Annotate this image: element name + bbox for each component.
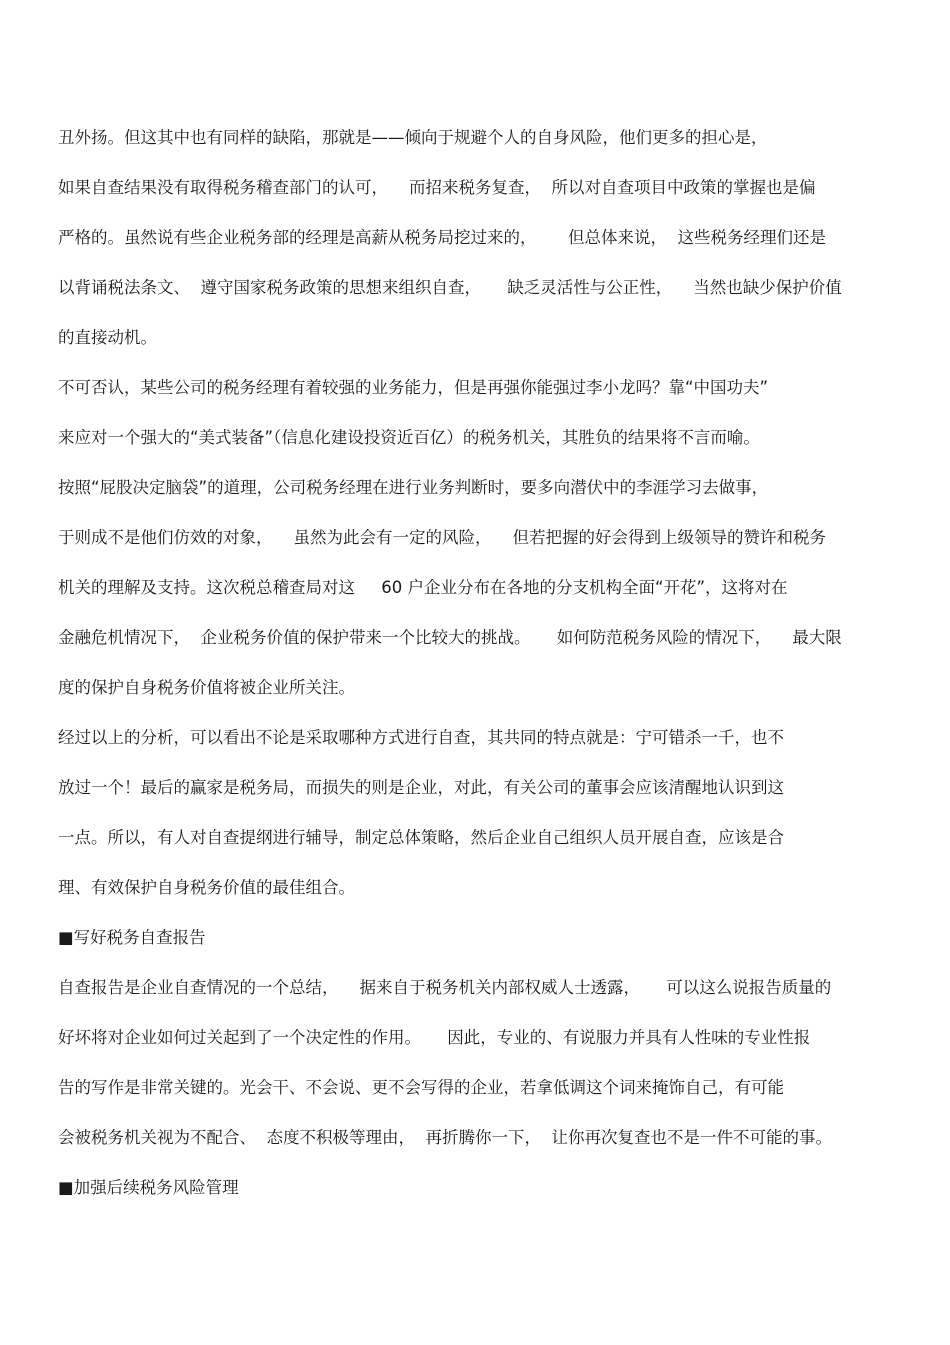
section-heading-self-check-report: ■写好税务自查报告 [58,928,206,947]
text-line-9: 于则成不是他们仿效的对象， 虽然为此会有一定的风险， 但若把握的好会得到上级领导的赞许和税务 [58,528,826,547]
text-line-7: 来应对一个强大的“美式装备”（信息化建设投资近百亿）的税务机关，其胜负的结果将不言而喻。 [58,428,760,447]
text-line-2: 如果自查结果没有取得税务稽查部门的认可， 而招来税务复查， 所以对自查项目中政策的掌握也是偏 [58,178,816,197]
text-line-14: 放过一个！最后的赢家是税务局，而损失的则是企业，对此，有关公司的董事会应该清醒地认识到这 [58,778,784,797]
text-line-5: 的直接动机。 [58,328,157,347]
text-line-1: 丑外扬。但这其中也有同样的缺陷，那就是——倾向于规避个人的自身风险，他们更多的担心是， [58,128,768,147]
text-line-10: 机关的理解及支持。这次税总稽查局对这 60 户企业分布在各地的分支机构全面“开花”，这将对在 [58,578,788,597]
text-line-12: 度的保护自身税务价值将被企业所关注。 [58,678,355,697]
text-line-15: 一点。所以，有人对自查提纲进行辅导，制定总体策略，然后企业自己组织人员开展自查，应该是合 [58,828,784,847]
text-line-13: 经过以上的分析，可以看出不论是采取哪种方式进行自查，其共同的特点就是：宁可错杀一千，也不 [58,728,784,747]
text-line-4: 以背诵税法条文、 遵守国家税务政策的思想来组织自查， 缺乏灵活性与公正性， 当然也缺少保护价值 [58,278,842,297]
text-line-11: 金融危机情况下， 企业税务价值的保护带来一个比较大的挑战。 如何防范税务风险的情况下， 最大限 [58,628,842,647]
text-line-18: 自查报告是企业自查情况的一个总结， 据来自于税务机关内部权威人士透露， 可以这么说报告质量的 [58,978,832,997]
text-line-21: 会被税务机关视为不配合、 态度不积极等理由， 再折腾你一下， 让你再次复查也不是一件不可能的事。 [58,1128,832,1147]
section-heading-risk-management: ■加强后续税务风险管理 [58,1178,239,1197]
text-line-3: 严格的。虽然说有些企业税务部的经理是高薪从税务局挖过来的， 但总体来说， 这些税务经理们还是 [58,228,826,247]
text-line-16: 理、有效保护自身税务价值的最佳组合。 [58,878,355,897]
text-line-8: 按照“屁股决定脑袋”的道理，公司税务经理在进行业务判断时，要多向潜伏中的李涯学习去做事， [58,478,769,497]
text-line-19: 好坏将对企业如何过关起到了一个决定性的作用。 因此，专业的、有说服力并具有人性味的专业性报 [58,1028,811,1047]
text-line-20: 告的写作是非常关键的。光会干、不会说、更不会写得的企业，若拿低调这个词来掩饰自己，有可能 [58,1078,784,1097]
text-line-6: 不可否认，某些公司的税务经理有着较强的业务能力，但是再强你能强过李小龙吗？靠“中国功夫” [58,378,769,397]
